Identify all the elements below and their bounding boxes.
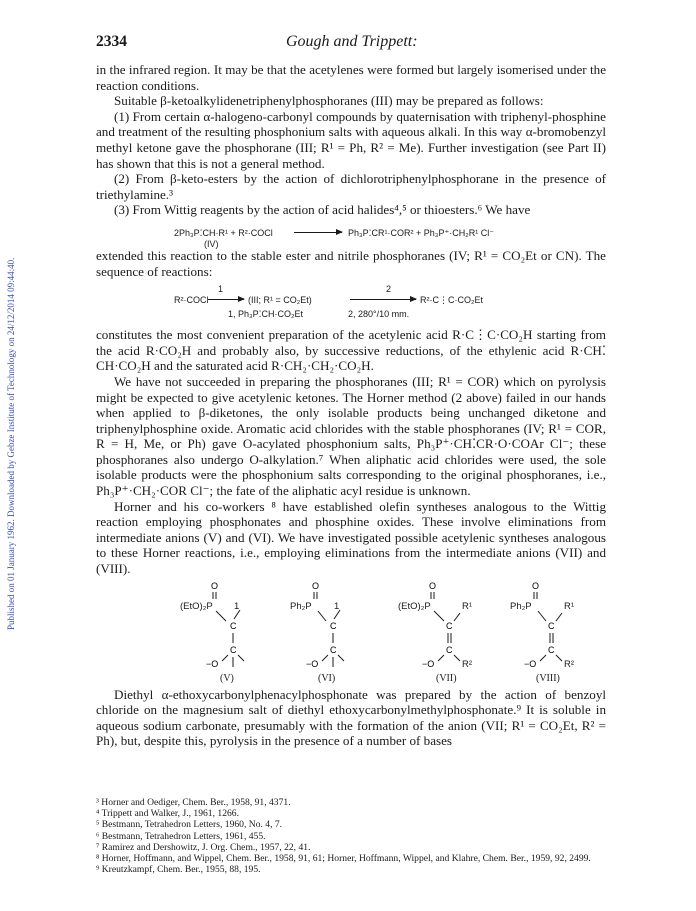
reaction-arrow	[350, 299, 416, 300]
anion-structures	[96, 577, 606, 687]
equation-label: (IV)	[204, 238, 219, 249]
footnote: ³ Horner and Oediger, Chem. Ber., 1958, 91, 4371.	[96, 797, 291, 808]
structure-label: (V)	[220, 672, 234, 684]
structure-label: (VII)	[436, 672, 457, 684]
paragraph: (2) From β-keto-esters by the action of dichlorotriphenylphosphorane in the presence of triethylamine.³	[96, 171, 606, 202]
svg-text:O: O	[429, 580, 437, 591]
phosphorus-group: (EtO)₂P	[398, 600, 431, 612]
step-number: 1	[218, 284, 224, 295]
equation-wittig-acylation	[96, 218, 606, 248]
article-body	[96, 62, 606, 749]
reaction-arrow	[208, 299, 244, 300]
svg-text:C: C	[548, 644, 555, 655]
phosphorus-group: Ph₂P	[510, 600, 532, 612]
svg-text:C: C	[230, 620, 237, 631]
structure-label: (VI)	[318, 672, 336, 684]
carbon-index: 1	[234, 600, 240, 612]
paragraph: extended this reaction to the stable ester and nitrile phosphoranes (IV; R¹ = CO₂Et or CN). The sequence of reactions:	[96, 247, 606, 279]
substituent-r1: R¹	[564, 600, 575, 612]
paragraph: Diethyl α-ethoxycarbonylphenacylphosphonate was prepared by the action of benzoyl chloride on the magnesium salt of diethyl ethoxycarbonylmethylphosphonate.⁹ It is soluble in aqueous sodium carbonate, presumably with the formation of the anion (VII; R¹ = CO₂Et, R² = Ph), but, despite this, pyrolysis in the presence of a number of bases	[96, 686, 606, 749]
footnote: ⁶ Bestmann, Tetrahedron Letters, 1961, 455.	[96, 830, 266, 842]
equation-rhs: Ph₃P⁚CR¹·COR² + Ph₃P⁺·CH₂R¹ Cl⁻	[348, 227, 494, 238]
structure-VII-bonds	[394, 577, 514, 669]
footnote: ⁷ Ramirez and Dershowitz, J. Org. Chem., 1957, 22, 41.	[96, 841, 311, 853]
structure-VI-bonds	[286, 577, 406, 669]
structure-VI	[286, 577, 406, 685]
paragraph: Suitable β-ketoalkylidenetriphenylphosphoranes (III) may be prepared as follows:	[114, 93, 544, 109]
footnotes	[96, 797, 606, 875]
paragraph: Horner and his co-workers ⁸ have established olefin syntheses analogous to the Wittig reaction employing phosphonates and phosphine oxides. These involve eliminations from intermediate anions (V) and (VI). We have investigated possible acetylenic syntheses analogous to these Horner reactions, i.e., employing eliminations from the intermediate anions (VII) and (VIII).	[96, 498, 606, 577]
svg-text:−O: −O	[206, 658, 219, 669]
structure-V	[176, 577, 296, 685]
reaction-arrow	[294, 232, 342, 233]
step-number: 2	[386, 284, 392, 295]
footnote: ⁸ Horner, Hoffmann, and Wippel, Chem. Ber., 1958, 91, 61; Horner, Hoffmann, Wippel, and Klahre, Chem. Ber., 1959, 92, 2499.	[96, 853, 591, 865]
structure-label: (VIII)	[536, 672, 560, 684]
phosphorus-group: Ph₂P	[290, 600, 312, 612]
equation-intermediate: (III; R¹ = CO₂Et)	[248, 295, 312, 306]
structure-VII	[394, 577, 514, 685]
substituent-r2: R²	[564, 658, 575, 670]
footnote: ⁹ Kreutzkampf, Chem. Ber., 1955, 88, 195.	[96, 864, 261, 876]
condition-1: 1, Ph₃P⁚CH·CO₂Et	[228, 309, 304, 320]
equation-lhs: 2Ph₃P⁚CH·R¹ + R²·COCl	[174, 227, 273, 238]
paragraph: (1) From certain α-halogeno-carbonyl compounds by quaternisation with triphenyl-phosphine and treatment of the resulting phosphonium salts with aqueous alkali. In this way α-bromobenzyl methyl ketone gave the phosphorane (III; R¹ = Ph, R² = Me). Further investigation (see Part II) has shown that this is not a general method.	[96, 108, 606, 171]
svg-text:C: C	[330, 620, 337, 631]
paragraph: (3) From Wittig reagents by the action of acid halides⁴,⁵ or thioesters.⁶ We have	[114, 202, 531, 218]
svg-text:C: C	[230, 644, 237, 655]
svg-text:C: C	[446, 620, 453, 631]
equation-product: R²·C⋮C·CO₂Et	[420, 295, 483, 306]
paragraph: constitutes the most convenient preparation of the acetylenic acid R·C⋮C·CO₂H starting from the acid R·CO₂H and probably also, by successive reductions, of the ethylenic acid R·CH⁚CH·CO₂H and the saturated acid R·CH₂·CH₂·CO₂H.	[96, 327, 606, 374]
substituent-r2: R²	[462, 658, 473, 670]
running-title: Gough and Trippett:	[286, 33, 418, 50]
footnote: ⁵ Bestmann, Tetrahedron Letters, 1960, No. 4, 7.	[96, 819, 283, 831]
svg-text:C: C	[446, 644, 453, 655]
structure-VIII-bonds	[506, 577, 606, 669]
svg-text:−O: −O	[422, 658, 435, 669]
svg-text:O: O	[211, 580, 219, 591]
svg-text:−O: −O	[306, 658, 319, 669]
paragraph: We have not succeeded in preparing the phosphoranes (III; R¹ = COR) which on pyrolysis might be expected to give acetylenic ketones. The Horner method (2 above) failed in our hands when applied to β-diketones, the only isolable products being unchanged diketone and triphenylphosphine oxide. Aromatic acid chlorides with the stable phosphoranes (IV; R¹ = COR, R = H, Me, or Ph) gave O-acylated phosphonium salts, Ph₃P⁺·CH⁚CR·O·COAr Cl⁻; these phosphoranes also undergo O-alkylation.⁷ When aliphatic acid chlorides were used, the sole isolable products were the phosphonium salts corresponding to the original phosphoranes, i.e., Ph₃P⁺·CH₂·COR Cl⁻; the fate of the aliphatic acyl residue is unknown.	[96, 373, 606, 499]
paragraph: in the infrared region. It may be that the acetylenes were formed but largely isomerised under the reaction conditions.	[96, 62, 606, 93]
svg-text:−O: −O	[524, 658, 537, 669]
download-watermark: Published on 01 January 1962. Downloaded by Gebze Institute of Technology on 24/12/2014 09:44:40.	[6, 257, 16, 630]
footnote: ⁴ Trippett and Walker, J., 1961, 1266.	[96, 808, 239, 820]
equation-start: R²·COCl	[174, 295, 209, 306]
svg-text:O: O	[532, 580, 540, 591]
svg-text:C: C	[548, 620, 555, 631]
svg-text:C: C	[330, 644, 337, 655]
structure-V-bonds	[176, 577, 296, 669]
equation-sequence	[96, 279, 606, 327]
page-header	[96, 33, 606, 53]
svg-text:O: O	[312, 580, 320, 591]
structure-VIII	[506, 577, 626, 685]
page-number: 2334	[96, 33, 127, 50]
condition-2: 2, 280°/10 mm.	[348, 309, 410, 320]
phosphorus-group: (EtO)₂P	[180, 600, 213, 612]
carbon-index: 1	[334, 600, 340, 612]
substituent-r1: R¹	[462, 600, 473, 612]
